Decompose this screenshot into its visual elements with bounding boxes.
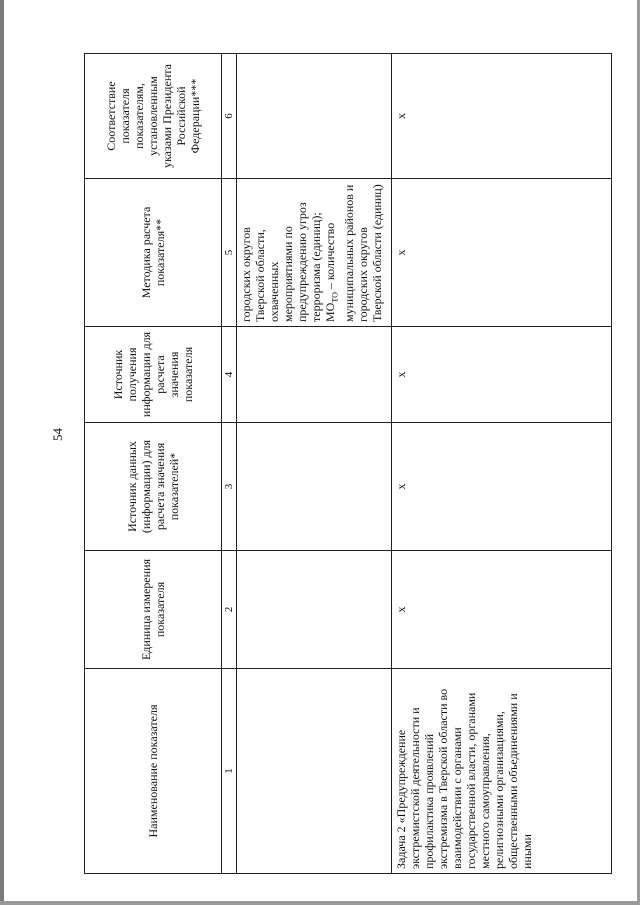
column-number: 6 bbox=[222, 54, 237, 179]
scan-edge-left bbox=[0, 0, 4, 905]
column-number: 3 bbox=[222, 423, 237, 551]
task-name-cell: Задача 2 «Предупреждение экстремистской деятельности и профилактика проявлений экстремизма в Тверской области во взаимодействии с органами государственной власти, органами местного самоуправления, религиозными организациями, общественными объединениями и иными bbox=[392, 669, 612, 874]
task-method-cell: х bbox=[392, 179, 612, 327]
header-row bbox=[85, 54, 222, 874]
indicator-table bbox=[84, 53, 612, 874]
task-row bbox=[392, 54, 612, 874]
method-text-sub: ТО bbox=[330, 292, 340, 303]
header-compliance: Соответствие показателя показателям, установленным указами Президента Российской Федерации*** bbox=[85, 54, 222, 179]
cell-empty bbox=[237, 669, 392, 874]
column-number: 1 bbox=[222, 669, 237, 874]
header-method: Методика расчета показателя** bbox=[85, 179, 222, 327]
column-number: 2 bbox=[222, 551, 237, 669]
continuation-row bbox=[237, 54, 392, 874]
method-text-part3: – количество муниципальных районов и городских округов Тверской области (единиц) bbox=[323, 184, 385, 322]
task-info-source-cell: х bbox=[392, 327, 612, 423]
task-compliance-cell: х bbox=[392, 54, 612, 179]
cell-empty bbox=[237, 423, 392, 551]
indicator-table-rotated bbox=[84, 54, 612, 874]
header-indicator-name: Наименование показателя bbox=[85, 669, 222, 874]
scan-edge-bottom bbox=[0, 901, 640, 905]
header-data-source: Источник данных (информации) для расчета значения показателей* bbox=[85, 423, 222, 551]
method-continuation-cell bbox=[237, 179, 392, 327]
method-text-mo: МО bbox=[323, 302, 337, 322]
task-unit-cell: х bbox=[392, 551, 612, 669]
cell-empty bbox=[237, 551, 392, 669]
method-text-part1: городских округов Тверской области, охваченных мероприятиями по предупреждению угроз терроризма (единиц); bbox=[239, 202, 323, 322]
column-number-row bbox=[222, 54, 237, 874]
page-number: 54 bbox=[50, 428, 65, 441]
header-unit: Единица измерения показателя bbox=[85, 551, 222, 669]
cell-empty bbox=[237, 54, 392, 179]
column-number: 4 bbox=[222, 327, 237, 423]
header-info-source: Источник получения информации для расчета значения показателя bbox=[85, 327, 222, 423]
cell-empty bbox=[237, 327, 392, 423]
column-number: 5 bbox=[222, 179, 237, 327]
task-data-source-cell: х bbox=[392, 423, 612, 551]
